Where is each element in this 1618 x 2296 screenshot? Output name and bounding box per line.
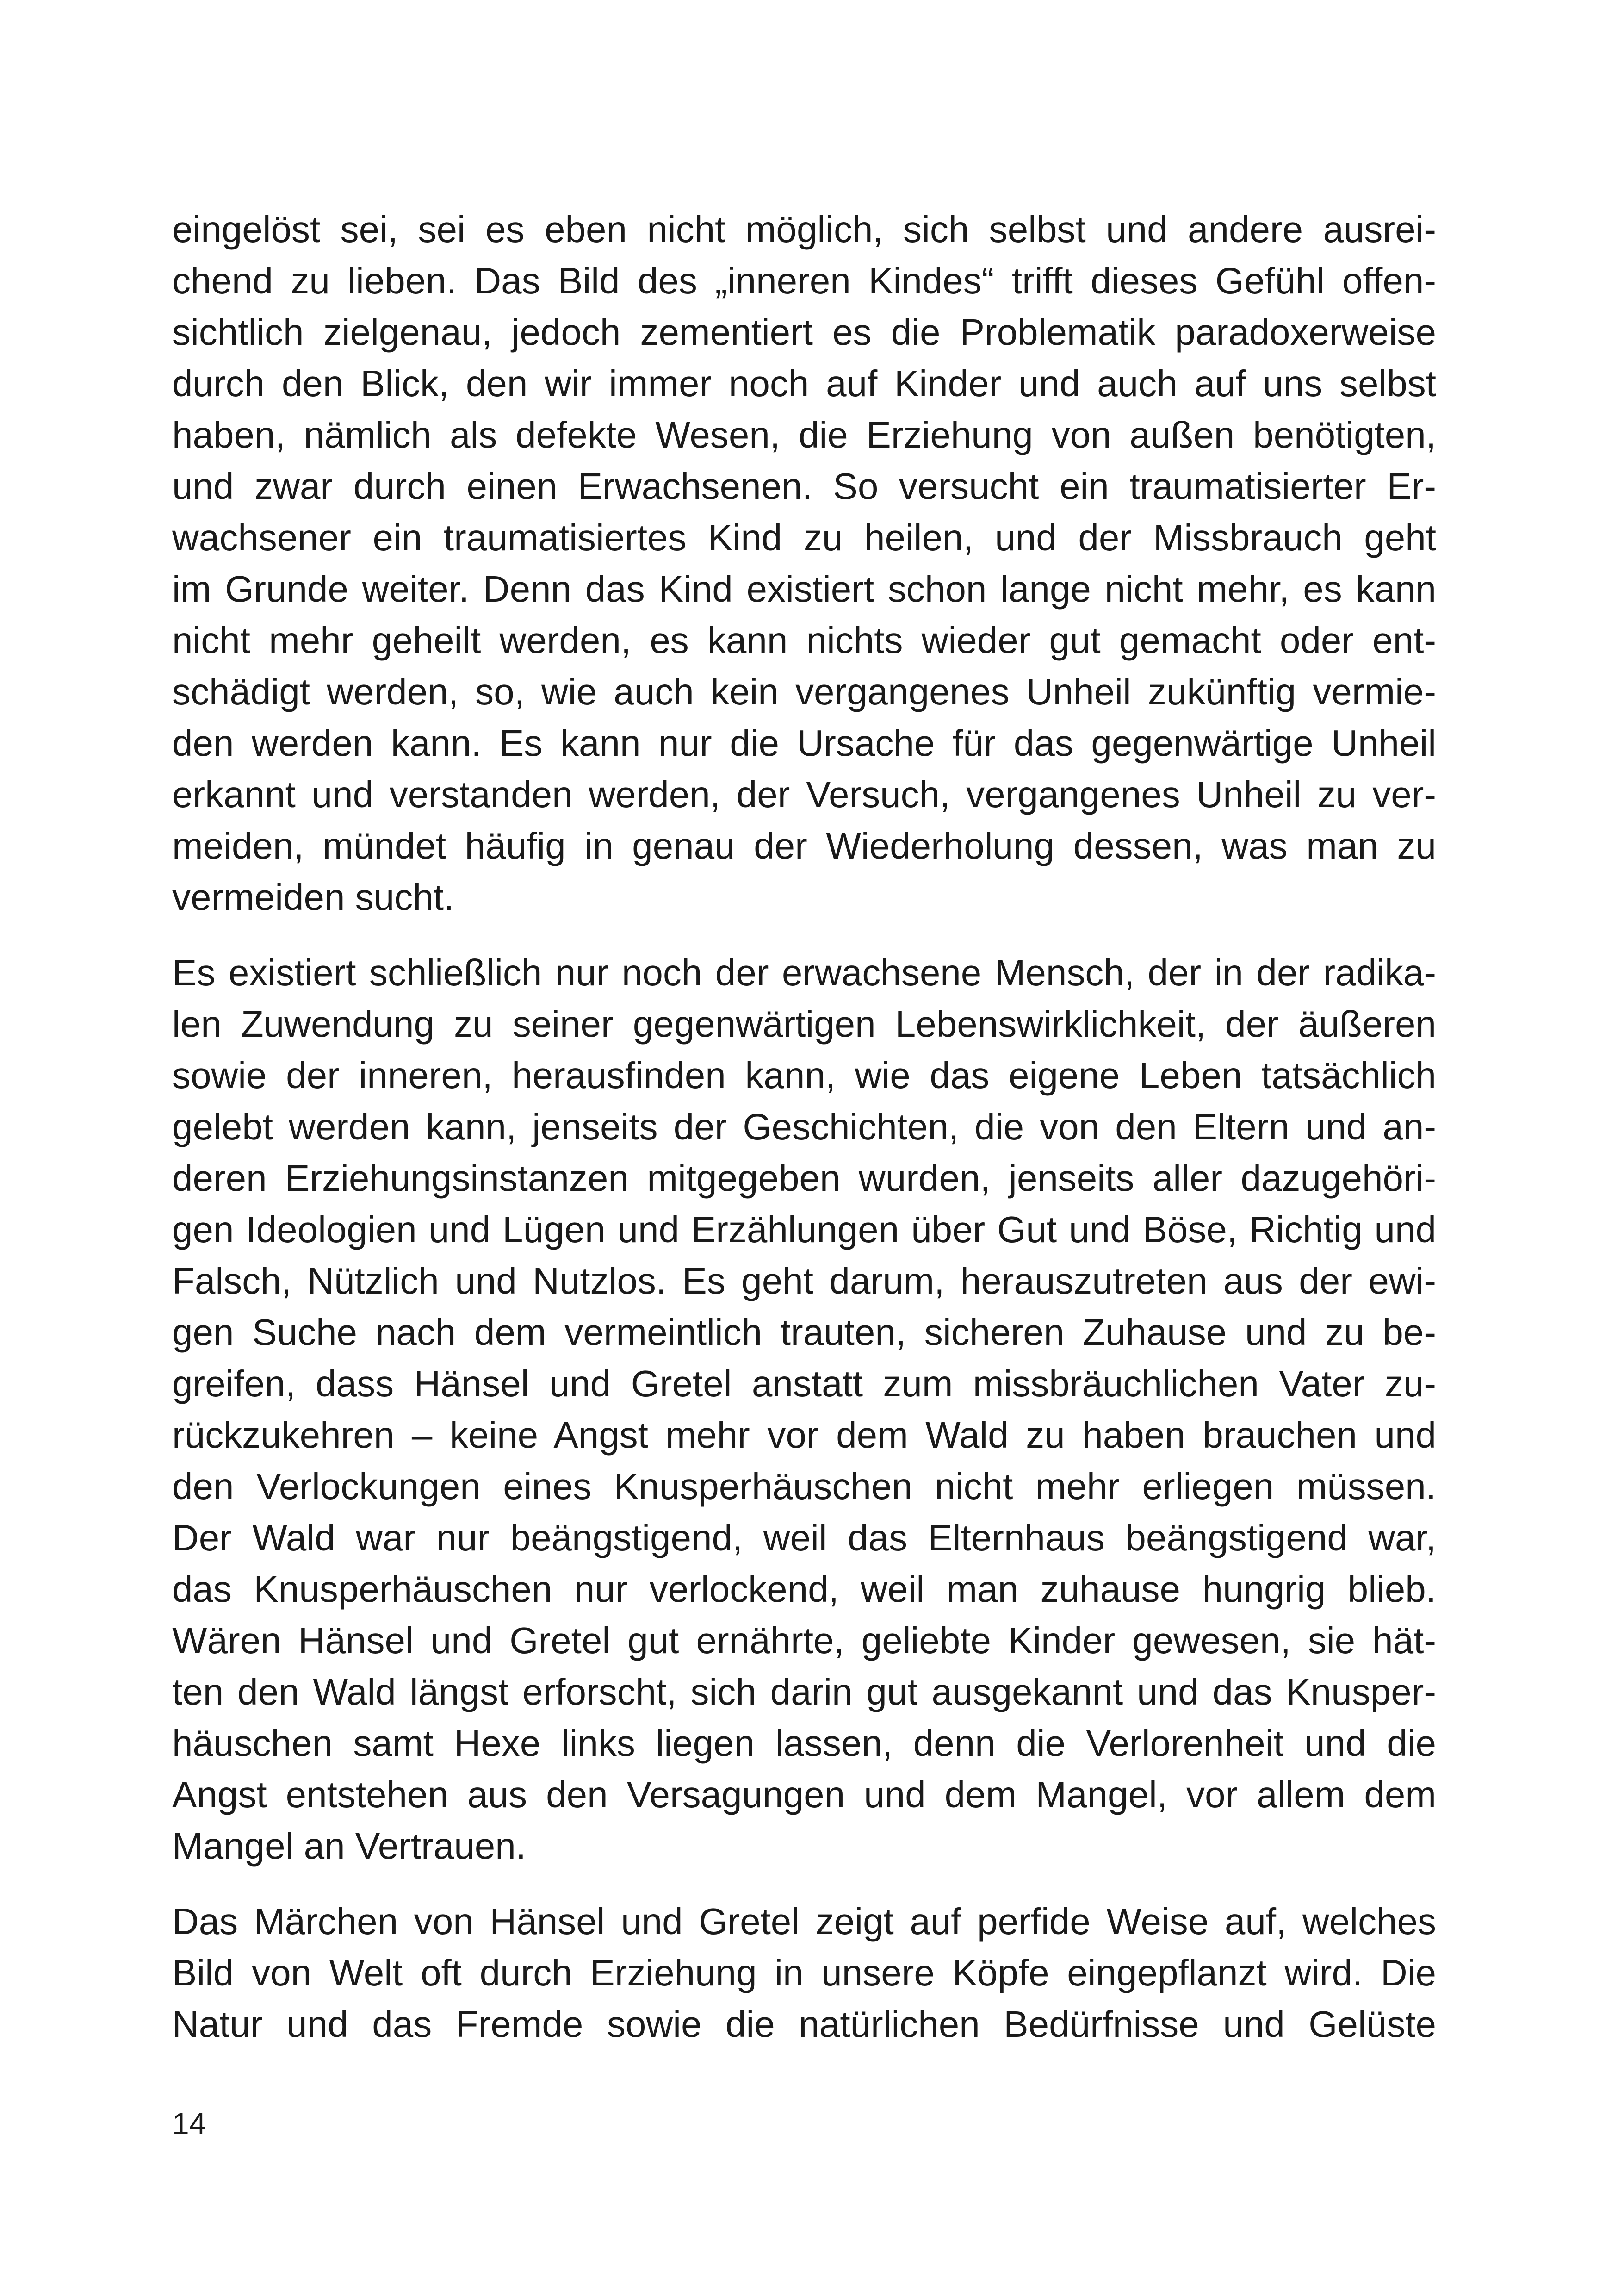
text-line: rückzukehren – keine Angst mehr vor dem Wald zu haben brauchen und	[172, 1414, 1436, 1456]
text-line: schädigt werden, so, wie auch kein vergangenes Unheil zukünftig vermie-	[172, 671, 1436, 712]
text-line: durch den Blick, den wir immer noch auf Kinder und auch auf uns selbst	[172, 363, 1436, 404]
text-line: Natur und das Fremde sowie die natürlichen Bedürfnisse und Gelüste	[172, 2004, 1436, 2045]
text-line: das Knusperhäuschen nur verlockend, weil man zuhause hungrig blieb.	[172, 1568, 1436, 1610]
text-line: Mangel an Vertrauen.	[172, 1825, 526, 1867]
text-line: den werden kann. Es kann nur die Ursache für das gegenwärtige Unheil	[172, 722, 1436, 764]
text-line: greifen, dass Hänsel und Gretel anstatt zum missbräuchlichen Vater zu-	[172, 1363, 1436, 1404]
text-line: nicht mehr geheilt werden, es kann nichts wieder gut gemacht oder ent-	[172, 620, 1436, 661]
text-line: häuschen samt Hexe links liegen lassen, denn die Verlorenheit und die	[172, 1723, 1436, 1764]
paragraph-spacing	[172, 1872, 1436, 1896]
paragraph-3	[172, 1896, 1436, 2050]
text-line: deren Erziehungsinstanzen mitgegeben wurden, jenseits aller dazugehöri-	[172, 1157, 1436, 1199]
text-line: len Zuwendung zu seiner gegenwärtigen Lebenswirklichkeit, der äußeren	[172, 1003, 1436, 1045]
text-line: erkannt und verstanden werden, der Versuch, vergangenes Unheil zu ver-	[172, 774, 1436, 815]
text-line: den Verlockungen eines Knusperhäuschen nicht mehr erliegen müssen.	[172, 1466, 1436, 1507]
text-line: Wären Hänsel und Gretel gut ernährte, geliebte Kinder gewesen, sie hät-	[172, 1620, 1436, 1661]
paragraph-2	[172, 947, 1436, 1872]
text-line: und zwar durch einen Erwachsenen. So versucht ein traumatisierter Er-	[172, 466, 1436, 507]
text-line: Das Märchen von Hänsel und Gretel zeigt auf perfide Weise auf, welches	[172, 1901, 1436, 1942]
text-line: sowie der inneren, herausfinden kann, wie das eigene Leben tatsächlich	[172, 1055, 1436, 1096]
text-line: sichtlich zielgenau, jedoch zementiert es die Problematik paradoxerweise	[172, 311, 1436, 353]
text-line: ten den Wald längst erforscht, sich darin gut ausgekannt und das Knusper-	[172, 1671, 1436, 1712]
text-line: Bild von Welt oft durch Erziehung in unsere Köpfe eingepflanzt wird. Die	[172, 1952, 1436, 1993]
text-line: meiden, mündet häufig in genau der Wiederholung dessen, was man zu	[172, 825, 1436, 866]
text-line: Falsch, Nützlich und Nutzlos. Es geht darum, herauszutreten aus der ewi-	[172, 1260, 1436, 1301]
paragraph-1	[172, 204, 1436, 923]
text-line: Es existiert schließlich nur noch der erwachsene Mensch, der in der radika-	[172, 952, 1436, 993]
text-line: gen Ideologien und Lügen und Erzählungen über Gut und Böse, Richtig und	[172, 1209, 1436, 1250]
text-line: eingelöst sei, sei es eben nicht möglich, sich selbst und andere ausrei-	[172, 209, 1436, 250]
text-line: im Grunde weiter. Denn das Kind existiert schon lange nicht mehr, es kann	[172, 568, 1436, 610]
text-line: gen Suche nach dem vermeintlich trauten, sicheren Zuhause und zu be-	[172, 1312, 1436, 1353]
text-line: vermeiden sucht.	[172, 877, 454, 918]
text-line: chend zu lieben. Das Bild des „inneren Kindes“ trifft dieses Gefühl offen-	[172, 260, 1436, 301]
text-line: Angst entstehen aus den Versagungen und dem Mangel, vor allem dem	[172, 1774, 1436, 1815]
text-line: Der Wald war nur beängstigend, weil das Elternhaus beängstigend war,	[172, 1517, 1436, 1558]
paragraph-spacing	[172, 923, 1436, 947]
body-text	[172, 204, 1436, 2050]
text-line: haben, nämlich als defekte Wesen, die Erziehung von außen benötigten,	[172, 414, 1436, 455]
text-line: gelebt werden kann, jenseits der Geschichten, die von den Eltern und an-	[172, 1106, 1436, 1147]
text-line: wachsener ein traumatisiertes Kind zu heilen, und der Missbrauch geht	[172, 517, 1436, 558]
page-number: 14	[172, 2106, 206, 2140]
